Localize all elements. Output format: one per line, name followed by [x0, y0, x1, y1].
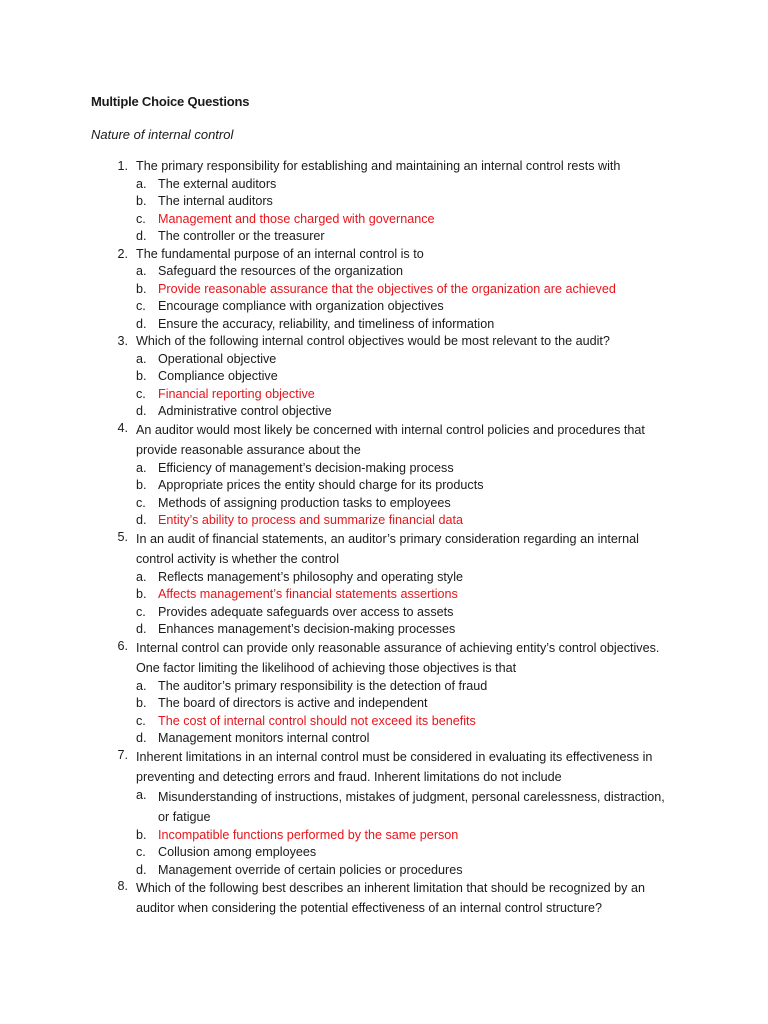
option-letter: a.	[136, 787, 147, 802]
correct-option-item	[0, 827, 768, 845]
question-text: Which of the following internal control objectives would be most relevant to the audit?	[136, 334, 610, 348]
option-text: Provides adequate safeguards over access to assets	[158, 604, 454, 619]
option-letter: b.	[136, 281, 147, 296]
question-item	[0, 333, 768, 421]
option-letter: a.	[136, 678, 147, 693]
correct-answer-text: Incompatible functions performed by the same person	[158, 827, 459, 842]
option-text: The internal auditors	[158, 194, 273, 208]
option-item	[0, 228, 768, 246]
option-letter: b.	[136, 194, 147, 208]
option-item	[0, 477, 768, 495]
option-letter: d.	[136, 513, 147, 527]
question-item	[0, 420, 768, 530]
question-list	[0, 158, 768, 918]
option-text: Misunderstanding of instructions, mistakes of judgment, personal carelessness, distraction, or fatigue	[158, 789, 665, 824]
question-text: Which of the following best describes an inherent limitation that should be recognized by an auditor when considering the potential effectiveness of an internal control structure?	[136, 881, 645, 915]
option-letter: b.	[136, 369, 147, 383]
option-letter: c.	[136, 211, 146, 226]
question-item	[0, 878, 768, 918]
question-item	[0, 529, 768, 639]
option-letter: a.	[136, 569, 147, 584]
option-letter: c.	[136, 845, 146, 859]
question-number: 8.	[117, 879, 128, 893]
correct-answer-text: Entity’s ability to process and summarize financial data	[158, 513, 463, 527]
option-letter: c.	[136, 299, 146, 313]
option-text: The auditor’s primary responsibility is the detection of fraud	[158, 678, 488, 693]
question-text: An auditor would most likely be concerned with internal control policies and procedures that provide reasonable assurance about the	[136, 422, 645, 457]
option-text: Reflects management’s philosophy and operating style	[158, 569, 463, 584]
option-letter: d.	[136, 731, 147, 745]
option-text: Administrative control objective	[158, 404, 332, 418]
option-item	[0, 730, 768, 748]
question-text: In an audit of financial statements, an auditor’s primary consideration regarding an internal control activity is whether the control	[136, 531, 639, 566]
correct-option-item	[0, 586, 768, 604]
option-text: Management monitors internal control	[158, 731, 370, 745]
option-item	[0, 787, 768, 827]
question-text: The primary responsibility for establishing and maintaining an internal control rests with	[136, 159, 621, 173]
correct-option-item	[0, 713, 768, 731]
option-letter: a.	[136, 264, 147, 278]
correct-option-item	[0, 211, 768, 229]
correct-answer-text: Financial reporting objective	[158, 386, 315, 401]
option-item	[0, 176, 768, 194]
option-list	[0, 351, 768, 421]
option-list	[0, 460, 768, 530]
option-letter: d.	[136, 622, 147, 636]
correct-answer-text: Affects management’s financial statements assertions	[158, 587, 458, 601]
option-letter: b.	[136, 587, 147, 601]
option-letter: b.	[136, 478, 147, 492]
option-list	[0, 263, 768, 333]
option-letter: d.	[136, 229, 147, 243]
option-letter: d.	[136, 404, 147, 418]
question-item	[0, 246, 768, 334]
option-list	[0, 176, 768, 246]
option-text: Appropriate prices the entity should charge for its products	[158, 478, 484, 492]
option-letter: d.	[136, 316, 147, 331]
option-item	[0, 368, 768, 386]
option-item	[0, 193, 768, 211]
option-text: Operational objective	[158, 351, 277, 366]
correct-answer-text: Provide reasonable assurance that the objectives of the organization are achieved	[158, 281, 616, 296]
option-list	[0, 678, 768, 748]
question-number: 5.	[117, 529, 128, 544]
option-letter: b.	[136, 827, 147, 842]
option-text: Methods of assigning production tasks to employees	[158, 495, 451, 510]
option-text: Safeguard the resources of the organization	[158, 264, 404, 278]
option-item	[0, 621, 768, 639]
option-item	[0, 298, 768, 316]
option-letter: a.	[136, 351, 147, 366]
option-item	[0, 862, 768, 880]
correct-answer-text: The cost of internal control should not exceed its benefits	[158, 713, 476, 728]
question-item	[0, 158, 768, 246]
question-item	[0, 747, 768, 880]
option-list	[0, 569, 768, 639]
question-number: 1.	[117, 159, 128, 173]
option-text: Encourage compliance with organization objectives	[158, 299, 444, 313]
question-number: 7.	[117, 747, 128, 762]
option-letter: b.	[136, 696, 147, 710]
option-letter: c.	[136, 713, 146, 728]
option-list	[0, 787, 768, 880]
option-item	[0, 844, 768, 862]
option-item	[0, 403, 768, 421]
option-text: Management override of certain policies or procedures	[158, 862, 463, 877]
correct-answer-text: Management and those charged with governance	[158, 211, 435, 226]
option-item	[0, 351, 768, 369]
option-text: Enhances management’s decision-making processes	[158, 622, 456, 636]
question-item	[0, 638, 768, 748]
option-item	[0, 263, 768, 281]
option-text: Efficiency of management’s decision-making process	[158, 460, 454, 475]
option-item	[0, 695, 768, 713]
option-letter: c.	[136, 604, 146, 619]
option-text: The controller or the treasurer	[158, 229, 325, 243]
correct-option-item	[0, 386, 768, 404]
option-item	[0, 678, 768, 696]
option-item	[0, 495, 768, 513]
option-text: Collusion among employees	[158, 845, 317, 859]
option-item	[0, 604, 768, 622]
option-letter: c.	[136, 386, 146, 401]
question-text: Internal control can provide only reasonable assurance of achieving entity’s control objectives. One factor limiting the likelihood of achieving those objectives is that	[136, 640, 660, 675]
question-text: Inherent limitations in an internal control must be considered in evaluating its effectiveness in preventing and detecting errors and fraud. Inherent limitations do not include	[136, 749, 653, 784]
option-item	[0, 569, 768, 587]
correct-option-item	[0, 512, 768, 530]
option-text: Ensure the accuracy, reliability, and timeliness of information	[158, 316, 495, 331]
option-letter: c.	[136, 495, 146, 510]
question-number: 6.	[117, 638, 128, 653]
section-heading: Nature of internal control	[91, 127, 234, 142]
option-text: The board of directors is active and independent	[158, 696, 428, 710]
option-text: Compliance objective	[158, 369, 278, 383]
question-number: 3.	[117, 334, 128, 348]
option-letter: a.	[136, 460, 147, 475]
correct-option-item	[0, 281, 768, 299]
question-number: 2.	[117, 246, 128, 261]
option-letter: d.	[136, 862, 147, 877]
option-item	[0, 460, 768, 478]
question-number: 4.	[117, 420, 128, 435]
page-title: Multiple Choice Questions	[91, 94, 250, 109]
option-item	[0, 316, 768, 334]
question-text: The fundamental purpose of an internal control is to	[136, 246, 424, 261]
option-text: The external auditors	[158, 176, 277, 191]
option-letter: a.	[136, 176, 147, 191]
